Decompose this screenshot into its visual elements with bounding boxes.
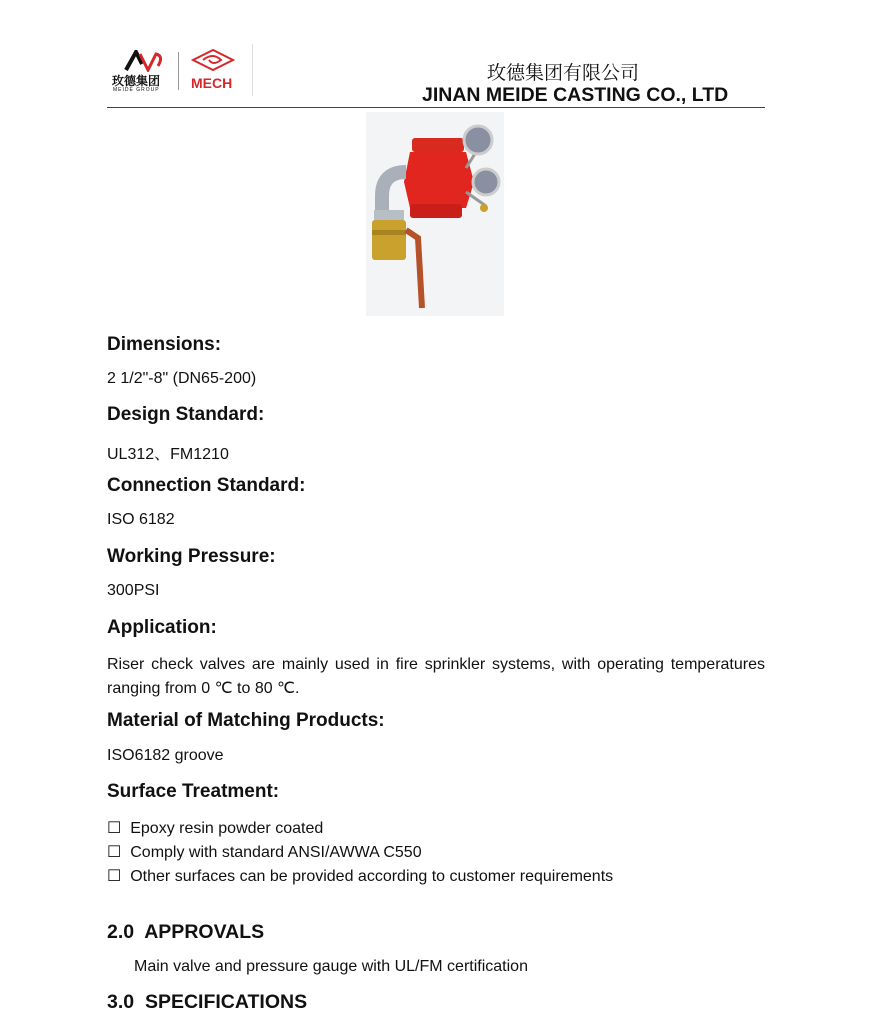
design-standard-heading: Design Standard: bbox=[107, 404, 265, 425]
list-item bbox=[107, 817, 613, 841]
logo-divider bbox=[178, 52, 179, 90]
list-item-text: Other surfaces can be provided according to customer requirements bbox=[130, 868, 614, 885]
list-item-text: Comply with standard ANSI/AWWA C550 bbox=[130, 844, 422, 861]
dimensions-value: 2 1/2"-8" (DN65-200) bbox=[107, 370, 257, 387]
specifications-heading: 3.0 SPECIFICATIONS bbox=[107, 991, 308, 1013]
surface-treatment-heading: Surface Treatment: bbox=[107, 781, 280, 802]
approvals-text: Main valve and pressure gauge with UL/FM certification bbox=[134, 958, 528, 975]
list-item-text: Epoxy resin powder coated bbox=[130, 820, 324, 837]
working-pressure-heading: Working Pressure: bbox=[107, 546, 276, 567]
application-heading: Application: bbox=[107, 617, 217, 638]
design-standard-value: UL312、FM1210 bbox=[107, 446, 229, 463]
approvals-heading: 2.0 APPROVALS bbox=[107, 921, 265, 943]
connection-standard-value: ISO 6182 bbox=[107, 511, 175, 528]
list-item bbox=[107, 865, 613, 889]
meide-group-logo bbox=[112, 50, 182, 96]
meide-logo-icon bbox=[122, 50, 166, 72]
material-value: ISO6182 groove bbox=[107, 747, 224, 764]
mech-logo bbox=[186, 48, 240, 94]
logo-group-en: MEIDE GROUP bbox=[113, 87, 160, 93]
mech-logo-icon bbox=[189, 48, 237, 72]
application-text: Riser check valves are mainly used in fire sprinkler systems, with operating temperatures ranging from 0 ℃ to 80 ℃. bbox=[107, 656, 765, 697]
riser-check-valve-image bbox=[366, 112, 504, 316]
logo-group-cn: 玫德集团 bbox=[112, 74, 161, 88]
material-heading: Material of Matching Products: bbox=[107, 710, 385, 731]
header-rule bbox=[107, 107, 765, 108]
surface-treatment-list bbox=[107, 817, 613, 889]
logo-divider-2 bbox=[252, 44, 253, 96]
checkbox-icon: ☐ bbox=[107, 868, 122, 885]
list-item bbox=[107, 841, 613, 865]
connection-standard-heading: Connection Standard: bbox=[107, 475, 306, 496]
company-name-en: JINAN MEIDE CASTING CO., LTD bbox=[422, 84, 729, 106]
checkbox-icon: ☐ bbox=[107, 844, 122, 861]
checkbox-icon: ☐ bbox=[107, 820, 122, 837]
company-name-cn: 玫德集团有限公司 bbox=[487, 63, 640, 84]
dimensions-heading: Dimensions: bbox=[107, 334, 222, 355]
working-pressure-value: 300PSI bbox=[107, 582, 160, 599]
logo-mech-text: MECH bbox=[191, 75, 233, 91]
